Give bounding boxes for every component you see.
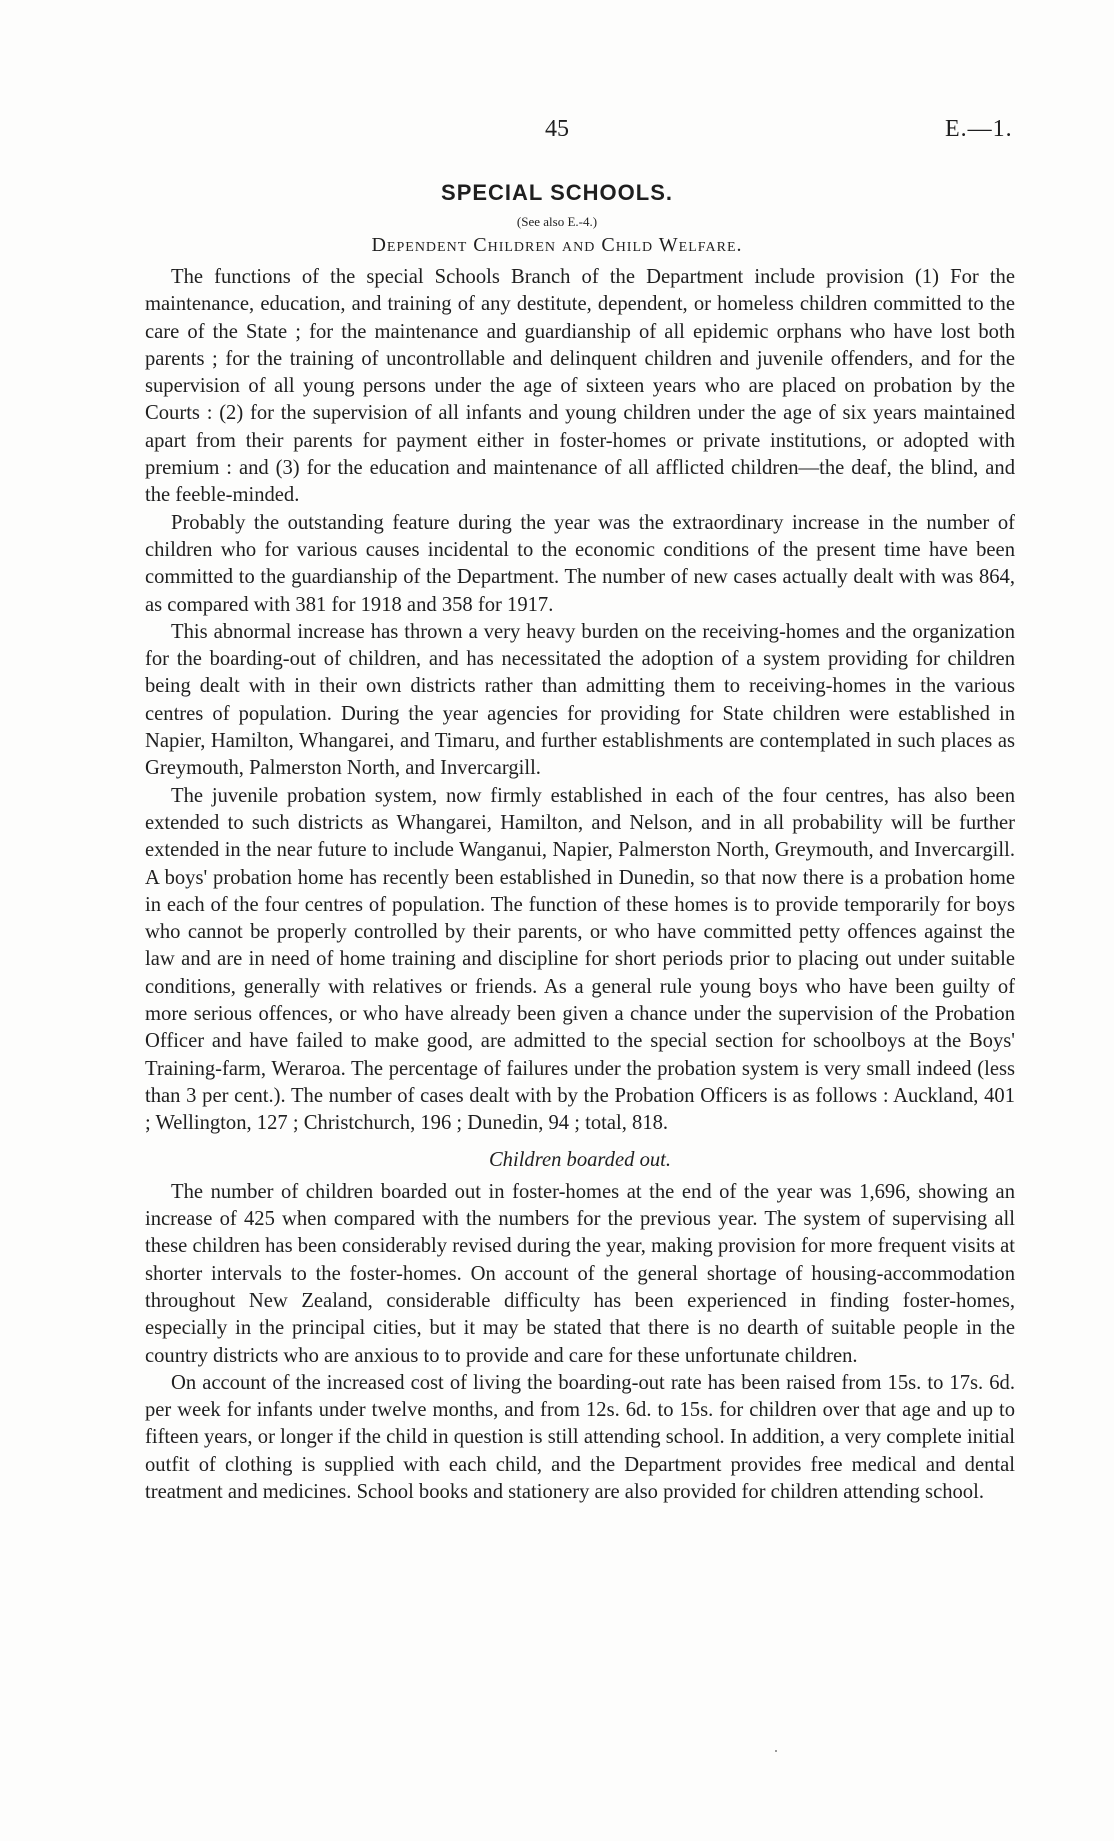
paragraph: The functions of the special Schools Branch of the Department include provision (1) For the maintenance, education, and training of any destitute, dependent, or homeless children committed to the care of the State ; for the maintenance and guardianship of all epidemic orphans who have lost both parents ; for the training of uncontrollable and delinquent children and juvenile offenders, and for the supervision of all young persons under the age of sixteen years who are placed on probation by the Courts : (2) for the supervision of all infants and young children under the age of six years maintained apart from their parents for payment either in foster-homes or private institutions, or adopted with premium : and (3) for the education and maintenance of all afflicted children—the deaf, the blind, and the feeble-minded.	[145, 266, 1015, 507]
paragraph: The number of children boarded out in foster-homes at the end of the year was 1,696, showing an increase of 425 when compared with the numbers for the previous year. The system of supervising all these children has been considerably revised during the year, making provision for more frequent visits at shorter intervals to the foster-homes. On account of the general shortage of housing-accommodation throughout New Zealand, considerable difficulty has been experienced in finding foster-homes, especially in the principal cities, but it may be stated that there is no dearth of suitable people in the country districts who are anxious to to provide and care for these unfortunate children.	[145, 1180, 1015, 1367]
section-subheading: Dependent Children and Child Welfare.	[371, 234, 743, 256]
document-code: E.—1.	[945, 116, 1013, 142]
section-heading: Children boarded out.	[488, 1148, 672, 1171]
paragraph: This abnormal increase has thrown a very heavy burden on the receiving-homes and the organization for the boarding-out of children, and has necessitated the adoption of a system providing for children being dealt with in their own districts rather than admitting them to receiving-homes in the various centres of population. During the year agencies for providing for State children were established in Napier, Hamilton, Whangarei, and Timaru, and further establishments are contemplated in such places as Greymouth, Palmerston North, and Invercargill.	[145, 620, 1015, 780]
paragraph: On account of the increased cost of living the boarding-out rate has been raised from 15s. to 17s. 6d. per week for infants under twelve months, and from 12s. 6d. to 15s. for children over that age and up to fifteen years, or longer if the child in question is still attending school. In addition, a very complete initial outfit of clothing is supplied with each child, and the Department provides free medical and dental treatment and medicines. School books and stationery are also provided for children attending school.	[145, 1371, 1015, 1504]
body-text	[145, 264, 1015, 1506]
page-title: SPECIAL SCHOOLS.	[441, 180, 673, 205]
page-number: 45	[545, 116, 569, 142]
paragraph: Probably the outstanding feature during the year was the extraordinary increase in the number of children who for various causes incidental to the economic conditions of the present time have been committed to the guardianship of the Department. The number of new cases actually dealt with was 864, as compared with 381 for 1918 and 358 for 1917.	[145, 511, 1015, 616]
see-also-reference: (See also E.-4.)	[516, 214, 598, 229]
paragraph: The juvenile probation system, now firmly established in each of the four centres, has also been extended to such districts as Whangarei, Hamilton, and Nelson, and in all probability will be further extended in the near future to include Wanganui, Napier, Palmerston North, Greymouth, and Invercargill. A boys' probation home has recently been established in Dunedin, so that now there is a probation home in each of the four centres of population. The function of these homes is to provide temporarily for boys who cannot be properly controlled by their parents, or who have committed petty offences against the law and are in need of home training and discipline for short periods prior to placing out under suitable conditions, generally with relatives or friends. As a general rule young boys who have been guilty of more serious offences, or who have already been given a chance under the supervision of the Probation Officer and have failed to make good, are admitted to the special section for schoolboys at the Boys' Training-farm, Weraroa. The percentage of failures under the probation system is very small indeed (less than 3 per cent.). The number of cases dealt with by the Probation Officers is as follows : Auckland, 401 ; Wellington, 127 ; Christchurch, 196 ; Dunedin, 94 ; total, 818.	[145, 784, 1015, 1135]
stray-mark	[775, 1750, 777, 1752]
